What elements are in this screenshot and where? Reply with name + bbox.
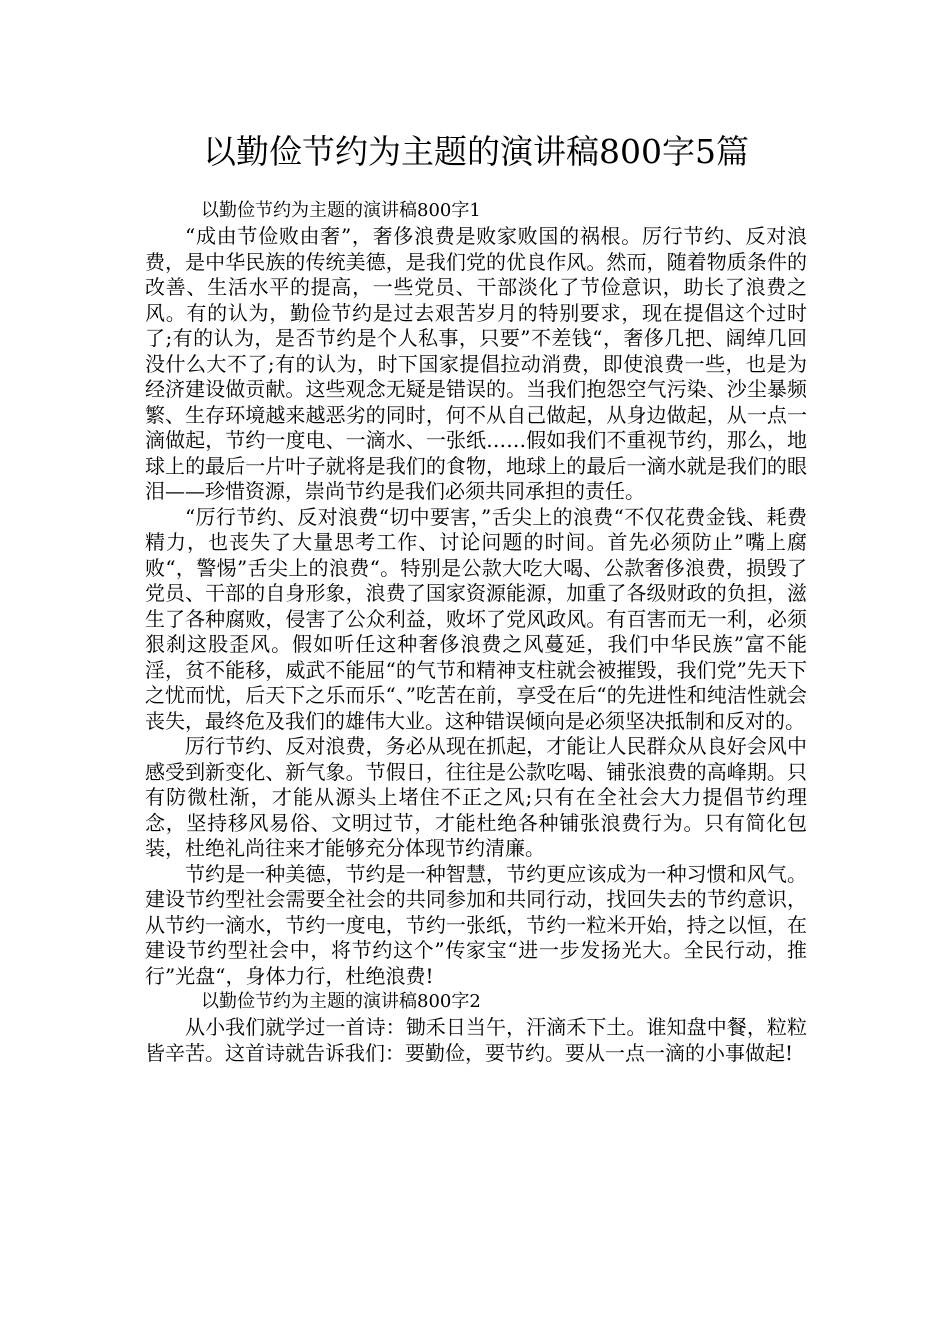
paragraph: 厉行节约、反对浪费，务必从现在抓起，才能让人民群众从良好会风中感受到新变化、新气象。节假日，往往是公款吃喝、铺张浪费的高峰期。只有防微杜渐，才能从源头上堵住不正之风;只有在全社会大力提倡节约理念，坚持移风易俗、文明过节，才能杜绝各种铺张浪费行为。只有简化包装，杜绝礼尚往来才能够充分体现节约清廉。 bbox=[145, 734, 807, 860]
section-heading: 以勤俭节约为主题的演讲稿800字1 bbox=[201, 200, 481, 221]
document-title: 以勤俭节约为主题的演讲稿800字5篇 bbox=[203, 132, 749, 171]
section-heading: 以勤俭节约为主题的演讲稿800字2 bbox=[201, 991, 481, 1012]
paragraph: “厉行节约、反对浪费“切中要害，”舌尖上的浪费“不仅花费金钱、耗费精力，也丧失了大量思考工作、讨论问题的时间。首先必须防止”嘴上腐败“，警惕”舌尖上的浪费“。特别是公款大吃大喝、公款奢侈浪费，损毁了党员、干部的自身形象，浪费了国家资源能源，加重了各级财政的负担，滋生了各种腐败，侵害了公众利益，败坏了党风政风。有百害而无一利，必须狠刹这股歪风。假如听任这种奢侈浪费之风蔓延，我们中华民族”富不能淫，贫不能移，威武不能屈“的气节和精神支柱就会被摧毁，我们党”先天下之忧而忧，后天下之乐而乐“、”吃苦在前，享受在后“的先进性和纯洁性就会丧失，最终危及我们的雄伟大业。这种错误倾向是必须坚决抵制和反对的。 bbox=[145, 504, 807, 733]
section-2 bbox=[145, 989, 807, 1066]
document-page bbox=[145, 128, 807, 1066]
paragraph: 节约是一种美德，节约是一种智慧，节约更应该成为一种习惯和风气。建设节约型社会需要全社会的共同参加和共同行动，找回失去的节约意识，从节约一滴水，节约一度电，节约一张纸，节约一粒米开始，持之以恒，在建设节约型社会中，将节约这个”传家宝“进一步发扬光大。全民行动，推行”光盘“，身体力行，杜绝浪费! bbox=[145, 861, 807, 988]
paragraph: “成由节俭败由奢”，奢侈浪费是败家败国的祸根。厉行节约、反对浪费，是中华民族的传统美德，是我们党的优良作风。然而，随着物质条件的改善、生活水平的提高，一些党员、干部淡化了节俭意识，助长了浪费之风。有的认为，勤俭节约是过去艰苦岁月的特别要求，现在提倡这个过时了;有的认为，是否节约是个人私事，只要”不差钱“，奢侈几把、阔绰几回没什么大不了;有的认为，时下国家提倡拉动消费，即使浪费一些，也是为经济建设做贡献。这些观念无疑是错误的。当我们抱怨空气污染、沙尘暴频繁、生存环境越来越恶劣的同时，何不从自己做起，从身边做起，从一点一滴做起，节约一度电、一滴水、一张纸……假如我们不重视节约，那么，地球上的最后一片叶子就将是我们的食物，地球上的最后一滴水就是我们的眼泪——珍惜资源，崇尚节约是我们必须共同承担的责任。 bbox=[145, 224, 807, 503]
paragraph: 从小我们就学过一首诗：锄禾日当午，汗滴禾下土。谁知盘中餐，粒粒皆辛苦。这首诗就告诉我们：要勤俭，要节约。要从一点一滴的小事做起! bbox=[145, 1015, 807, 1065]
section-1 bbox=[145, 198, 807, 989]
